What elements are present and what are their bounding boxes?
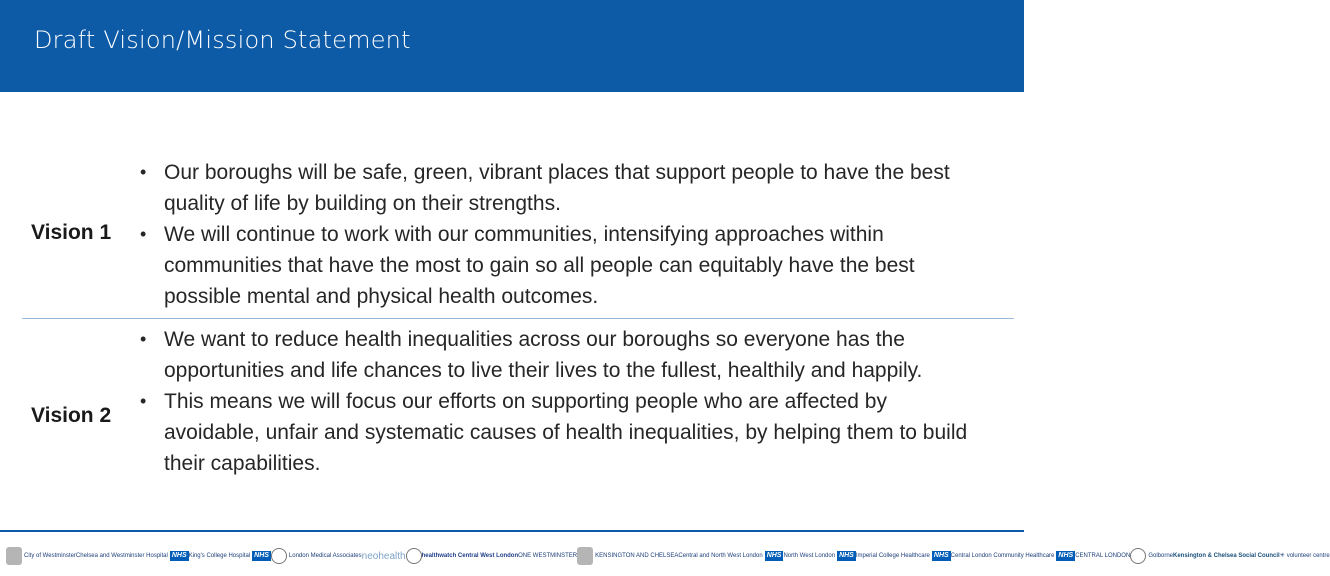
bullet-icon: • bbox=[140, 224, 147, 244]
logo-chelwest: Chelsea and Westminster Hospital NHS bbox=[75, 552, 187, 559]
nhs-logo-icon: NHS bbox=[171, 552, 187, 559]
logo-clch: Central London Community Healthcare NHS bbox=[950, 552, 1074, 559]
crest-icon bbox=[6, 547, 22, 565]
logo-imperial: Imperial College Healthcare NHS bbox=[855, 552, 949, 559]
vision-1-bullet-1: • Our boroughs will be safe, green, vibrant places that support people to have the best quality of life by building on their strengths. bbox=[138, 157, 978, 219]
logo-neohealth: neohealth bbox=[361, 550, 406, 562]
logo-rbkc: KENSINGTON AND CHELSEA bbox=[577, 547, 678, 565]
logo-volunteer-centre: ✳ volunteer centre bbox=[1279, 552, 1330, 559]
vision-2-bullet-1: • We want to reduce health inequalities across our boroughs so everyone has the opportunities and life chances to live their lives to the fullest, healthily and happily. bbox=[138, 324, 978, 386]
seal-icon bbox=[406, 548, 422, 564]
partner-logos bbox=[6, 538, 1330, 574]
logo-seal bbox=[406, 548, 422, 564]
vision-1-label: Vision 1 bbox=[31, 221, 112, 244]
nhs-logo-icon: NHS bbox=[254, 552, 269, 559]
nhs-logo-icon: NHS bbox=[933, 552, 949, 559]
nhs-logo-icon: NHS bbox=[839, 552, 854, 559]
logo-healthwatch: healthwatch Central West London bbox=[421, 552, 519, 559]
logo-nwl: North West London NHS bbox=[783, 552, 854, 559]
title-bar bbox=[0, 0, 1024, 92]
vision-2-bullets bbox=[138, 324, 978, 479]
nhs-logo-icon: NHS bbox=[1058, 552, 1074, 559]
nhs-logo-icon: NHS bbox=[766, 552, 782, 559]
vision-2-bullet-2: • This means we will focus our efforts on supporting people who are affected by avoidable, unfair and systematic causes of health inequalities, by helping them to build their capabilities. bbox=[138, 386, 978, 479]
star-icon: ✳ bbox=[1279, 552, 1285, 559]
logo-lma: London Medical Associates bbox=[271, 548, 362, 564]
logo-cnwl: Central and North West London NHS bbox=[678, 552, 782, 559]
heart-logo-icon bbox=[271, 548, 287, 564]
leaf-icon bbox=[1130, 548, 1146, 564]
vision-1-bullets bbox=[138, 157, 978, 312]
bullet-icon: • bbox=[140, 329, 147, 349]
vision-1-bullet-2: • We will continue to work with our communities, intensifying approaches within communities that have the most to gain so all people can equitably have the best possible mental and physical health outcomes. bbox=[138, 219, 978, 312]
shield-icon bbox=[577, 547, 593, 565]
bullet-icon: • bbox=[140, 162, 147, 182]
vision-divider bbox=[22, 318, 1014, 319]
logo-kcsc: Kensington & Chelsea Social Council bbox=[1173, 552, 1280, 559]
logo-one-westminster: ONE WESTMINSTER bbox=[518, 552, 578, 559]
logo-westminster: City of Westminster bbox=[6, 547, 76, 565]
footer-divider bbox=[0, 530, 1024, 532]
logo-central-london: CENTRAL LONDON bbox=[1075, 552, 1131, 559]
logo-kings: King's College Hospital NHS bbox=[188, 552, 269, 559]
bullet-icon: • bbox=[140, 391, 147, 411]
logo-golborne: Golborne bbox=[1130, 548, 1173, 564]
page-title: Draft Vision/Mission Statement bbox=[34, 26, 411, 54]
vision-2-label: Vision 2 bbox=[31, 404, 112, 427]
